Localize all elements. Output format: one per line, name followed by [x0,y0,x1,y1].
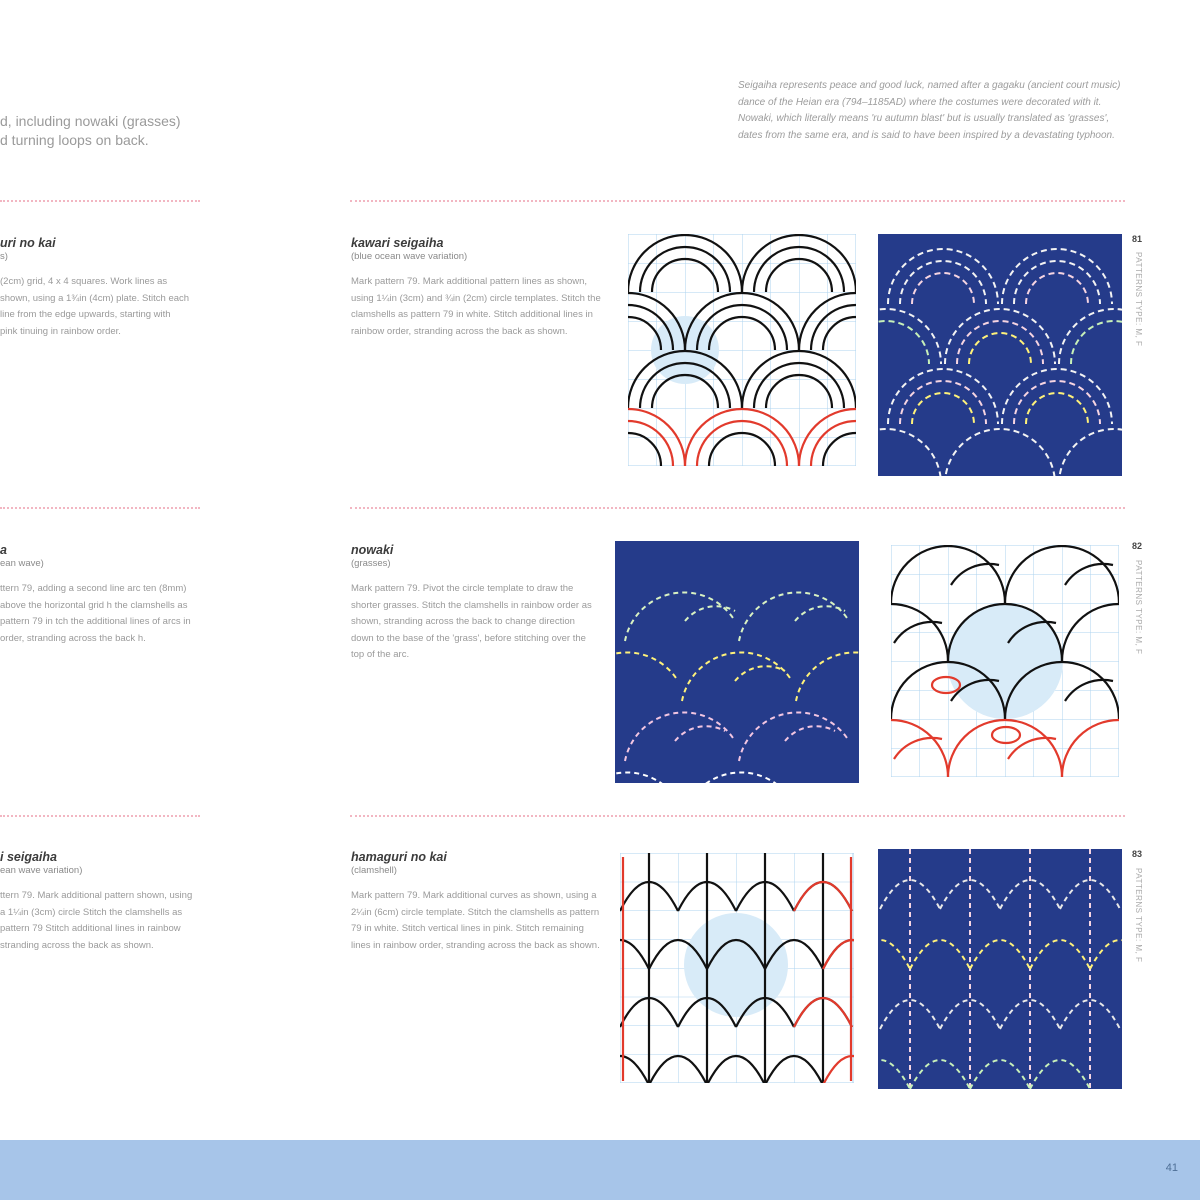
pattern-81-stitched-sample [878,234,1122,476]
left-pattern-2 [0,543,200,647]
pattern-82-stitched-sample [615,541,859,783]
pattern-title: kawari seigaiha [351,236,444,250]
pattern-subtitle: (blue ocean wave variation) [351,251,468,262]
pattern-82-diagram [891,545,1119,777]
pattern-number: 82 [1132,541,1143,551]
pattern-description: (2cm) grid, 4 x 4 squares. Work lines as shown, using a 1¾in (4cm) plate. Stitch each line from the edge upwards, starting with pink tinuing in rainbow order. [0,276,190,337]
divider [350,507,1125,509]
page-footer-band [0,1140,1200,1200]
intro-right-text: Seigaiha represents peace and good luck, named after a gagaku (ancient court music) dance of the Heian era (794–1185AD) where the costumes were decorated with it. Nowaki, which literally means 'ru autumn blast' but is usually translated as 'grasses', dates from the same era, and is said to have been inspired by a devastating typhoon. [738,80,1121,141]
left-pattern-3 [0,850,200,954]
pattern-description: ttern 79. Mark additional pattern shown, using a 1¼in (3cm) circle Stitch the clamshells as pattern 79 Stitch additional lines in rainbow stranding across the back as shown. [0,890,193,951]
pattern-number: 81 [1132,234,1143,244]
pattern-subtitle: ean wave variation) [0,865,83,876]
pattern-title: a [0,543,7,557]
page-number: 41 [1165,1162,1178,1174]
pattern-number: 83 [1132,849,1143,859]
pattern-title: uri no kai [0,236,56,250]
pattern-description: Mark pattern 79. Mark additional curves as shown, using a 2¼in (6cm) circle template. Stitch the clamshells as pattern 79 in white. Stitch vertical lines in pink. Stitch remaining lines in rainbow order, stranding across the back as shown. [351,890,600,951]
divider [0,200,200,202]
pattern-description: Mark pattern 79. Pivot the circle template to draw the shorter grasses. Stitch the clamshells in rainbow order as shown, stranding across the back to change direction down to the base of the 'grass', before stitching over the top of the arc. [351,583,592,660]
pattern-side-label: PATTERNS TYPE: M, F [1134,252,1143,347]
divider [0,815,200,817]
pattern-subtitle: s) [0,251,8,262]
pattern-title: i seigaiha [0,850,57,864]
pattern-description: ttern 79, adding a second line arc ten (8mm) above the horizontal grid h the clamshells as pattern 79 in tch the additional lines of arcs in order, stranding across the back h. [0,583,191,644]
pattern-description: Mark pattern 79. Mark additional pattern lines as shown, using 1¼in (3cm) and ¾in (2cm) circle templates. Stitch the clamshells as pattern 79 in white. Stitch additional lines in rainbow order, stranding across the back as shown. [351,276,601,337]
pattern-83-diagram [620,853,854,1083]
intro-left-text: d, including nowaki (grasses) d turning loops on back. [0,113,181,148]
pattern-82-description-block [351,543,596,664]
pattern-subtitle: (clamshell) [351,865,397,876]
left-pattern-1 [0,236,190,340]
pattern-81-diagram [628,234,856,466]
divider [0,507,200,509]
pattern-side-label: PATTERNS TYPE: M, F [1134,560,1143,655]
pattern-83-description-block [351,850,601,954]
pattern-81-description-block [351,236,601,340]
pattern-83-stitched-sample [878,849,1122,1089]
divider [350,200,1125,202]
divider [350,815,1125,817]
pattern-subtitle: (grasses) [351,558,391,569]
pattern-subtitle: ean wave) [0,558,44,569]
pattern-title: hamaguri no kai [351,850,447,864]
pattern-title: nowaki [351,543,394,557]
pattern-side-label: PATTERNS TYPE: M, F [1134,868,1143,963]
